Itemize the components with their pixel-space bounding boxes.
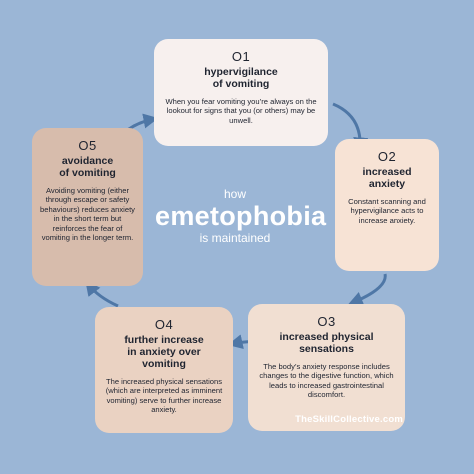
step-title-line: further increase (124, 334, 204, 346)
center-title-line-3: is maintained (199, 231, 271, 245)
step-description: The increased physical sensations (which are interpreted as imminent vomiting) serve to further increase anxiety. (105, 377, 223, 415)
step-title-line: in anxiety over (127, 346, 201, 358)
step-number: O3 (317, 314, 336, 329)
step-card-4 (95, 307, 233, 433)
step-card-3 (248, 304, 405, 431)
step-number: O2 (377, 149, 397, 164)
step-title-line: anxiety (368, 178, 406, 190)
step-description: The body’s anxiety response includes changes to the digestive function, which leads to increased gastrointestinal discomfort. (259, 362, 394, 400)
step-card-1 (154, 39, 328, 146)
step-card-2 (335, 139, 439, 271)
footer-site: TheSkillCollective.com (295, 414, 403, 425)
step-number: O5 (78, 138, 97, 153)
step-title-line: increased (362, 166, 412, 178)
center-title-main: emetophobia (155, 201, 327, 231)
step-card-5 (32, 128, 143, 286)
step-description: When you fear vomiting you’re always on the lookout for signs that you (or others) may be unwell. (165, 97, 317, 125)
center-title-line-1: how (223, 187, 246, 201)
arrow-2-to-3 (352, 274, 385, 303)
step-description: Constant scanning and hypervigilance acts to increase anxiety. (348, 197, 426, 225)
step-title-line: of vomiting (59, 167, 116, 179)
step-number: O1 (231, 49, 251, 64)
step-title-line: sensations (299, 343, 354, 355)
step-title-line: increased physical (279, 331, 374, 343)
step-number: O4 (154, 317, 174, 332)
step-description: Avoiding vomiting (either through escape or safety behaviours) reduces anxiety in the short term but reinforces the fear of vomiting in the longer term. (40, 186, 135, 243)
step-title-line: hypervigilance (204, 66, 278, 78)
step-title-line: of vomiting (212, 78, 270, 90)
step-title-line: vomiting (142, 358, 186, 370)
arrow-4-to-5 (88, 284, 118, 306)
center-title (155, 187, 327, 245)
step-title-line: avoidance (61, 155, 114, 167)
